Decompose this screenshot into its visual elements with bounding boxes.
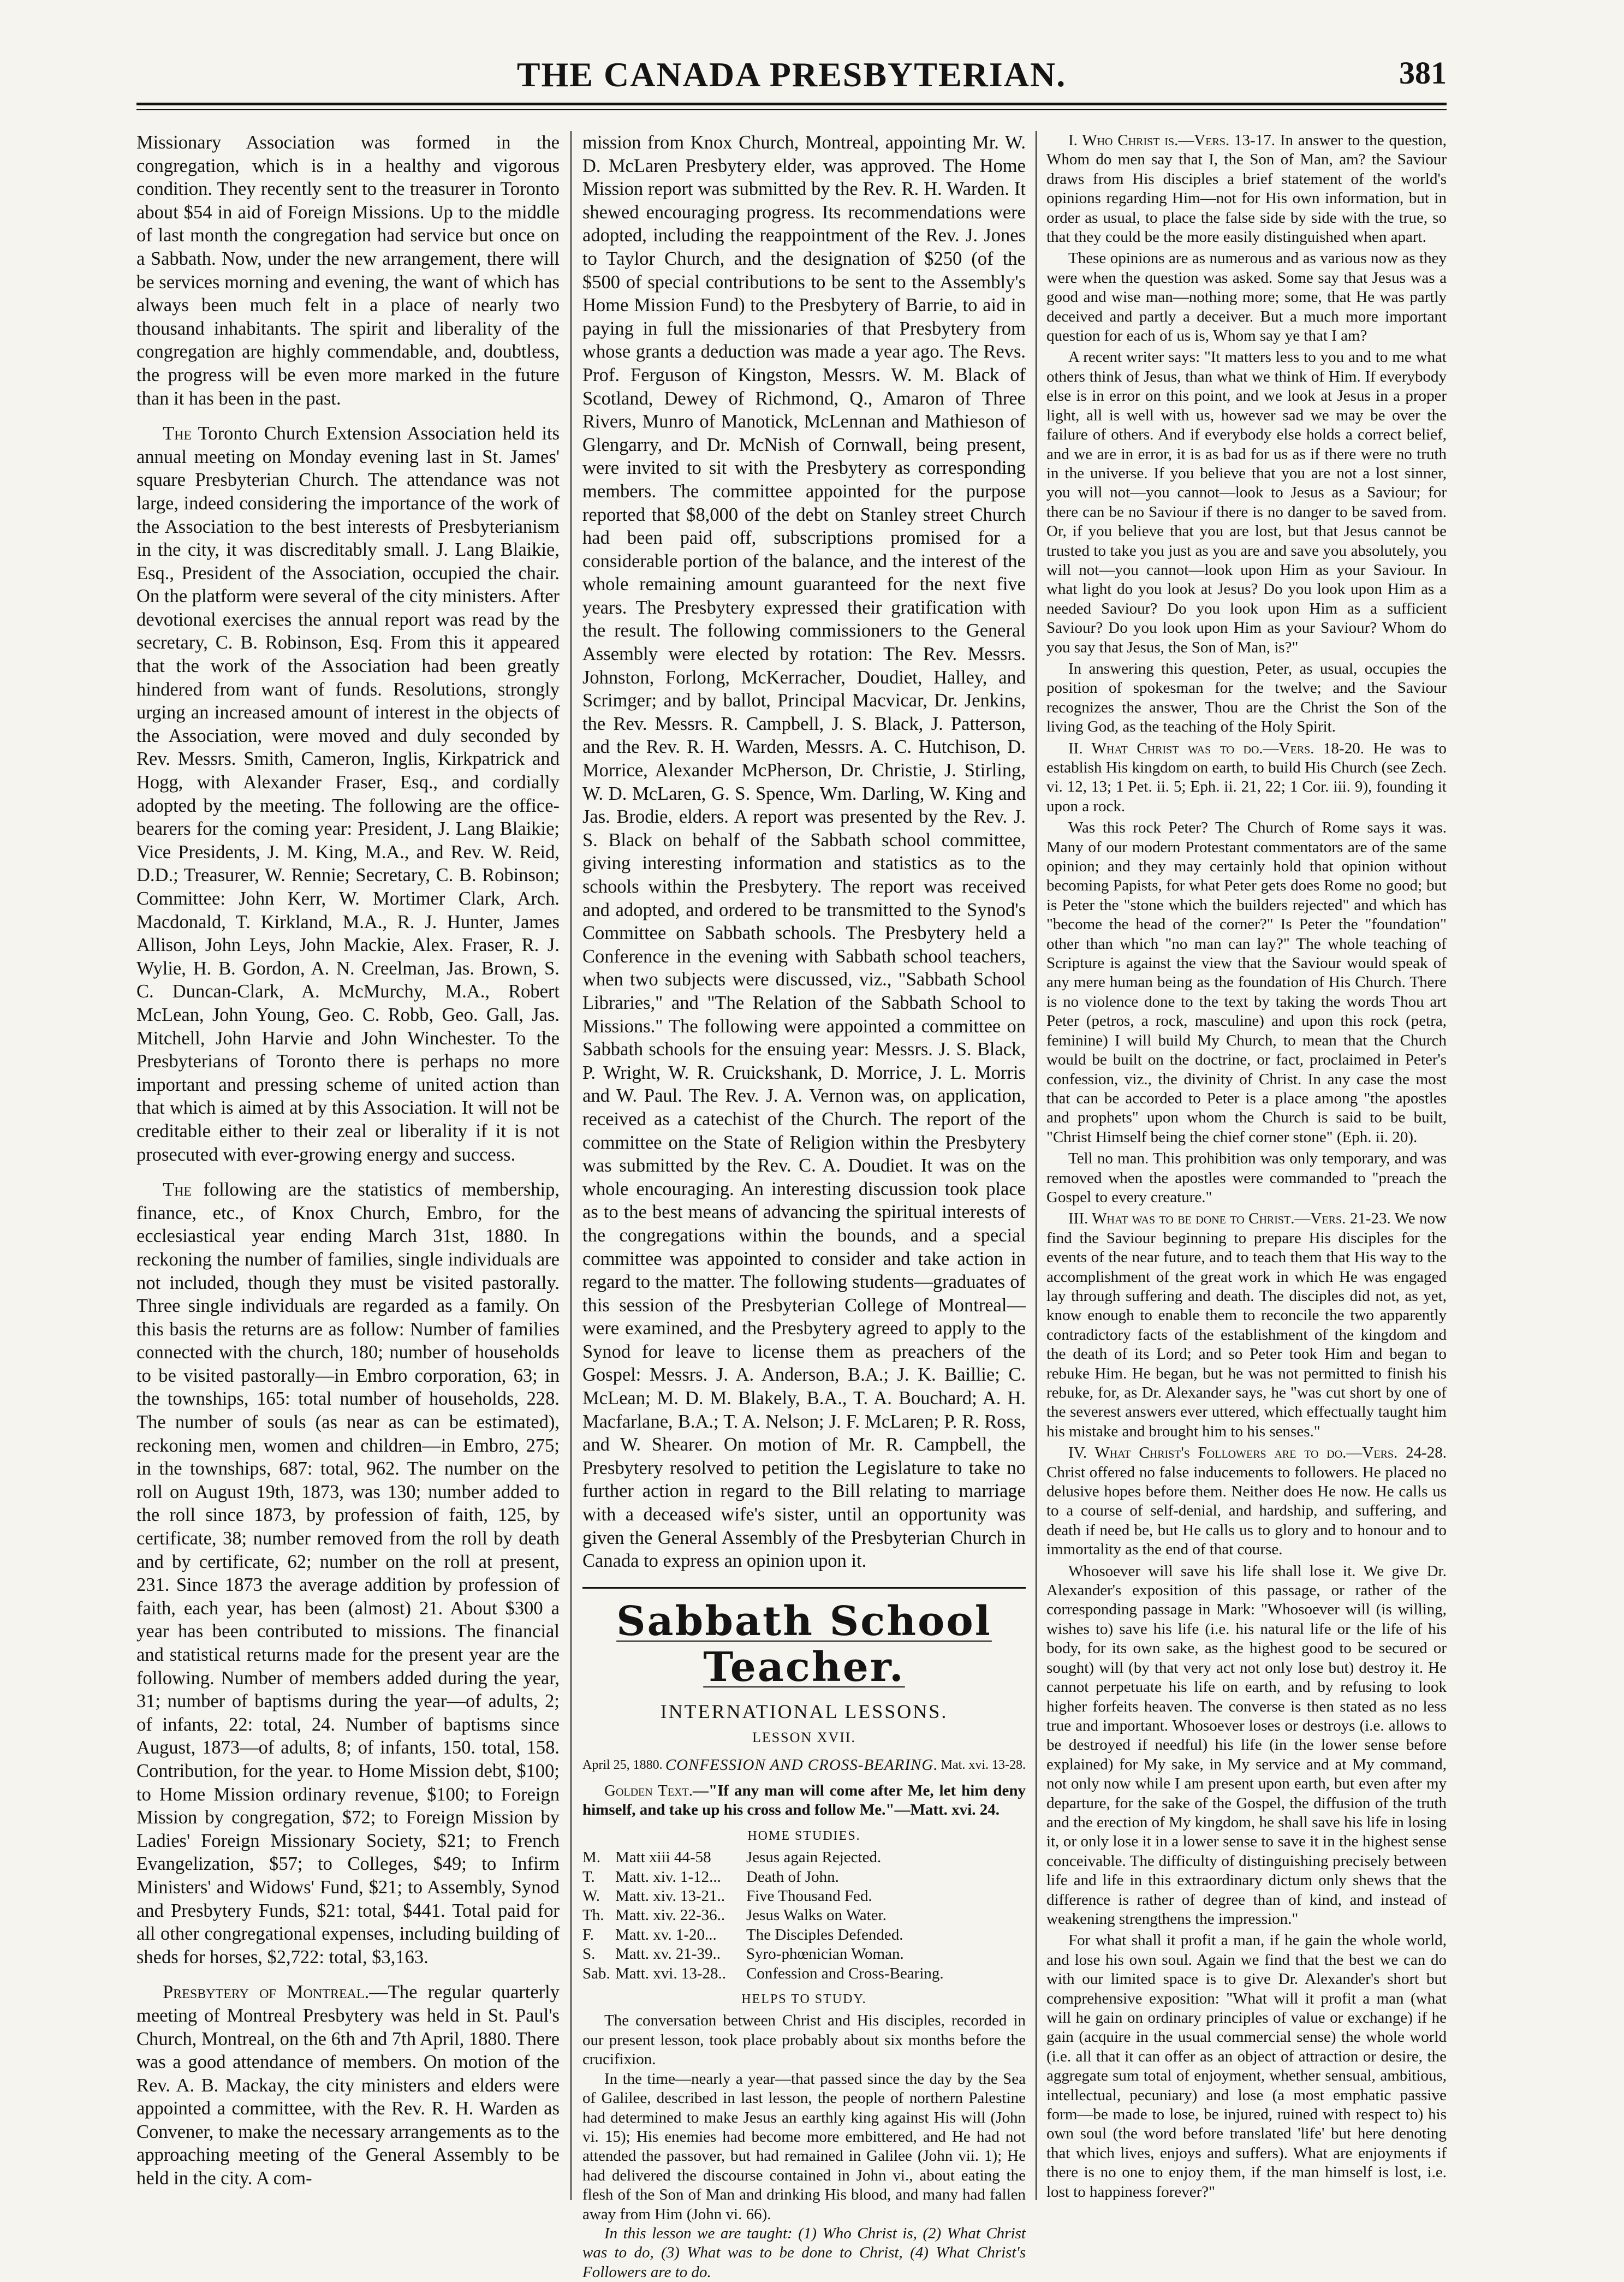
- column-1: [136, 131, 560, 2200]
- home-study-title: Death of John.: [746, 1868, 839, 1886]
- home-study-day: M.: [582, 1849, 601, 1867]
- lesson-paragraph: For what shall it profit a man, if he gain the whole world, and lose his own soul. Again we find that the best we can do with our limited space is to give Dr. Alexander's short but comprehensive exposition: "What will it profit a man (what will he gain on ordinary principles of value or exchange) if he gain (acquire in the usual commercial sense) the whole world (i.e. all that it can offer as an object of attraction or desire, the aggregate sum total of enjoyment, whether sensual, ambitious, intellectual, pecuniary) and lose (a most emphatic passive form—be made to lose, be injured, ruined with respect to) his own soul (the word before translated 'life' but here denoting that which lives, enjoys and suffers). What are enjoyments if there is no one to enjoy them, if the man himself is lost, i.e. lost to happiness forever?": [1046, 1932, 1447, 2201]
- lesson-paragraph: Whosoever will save his life shall lose it. We give Dr. Alexander's exposition of this passage, or rather of the corresponding passage in Mark: "Whosoever will (is willing, wishes to) save his life (i.e. his natural life or the life of his body, for its own sake, as the highest good to be secured or sought) will (by that very act not only lose but) destroy it. He cannot perpetuate his life on earth, and by refusing to look higher forfeits heaven. The converse is then stated as no less true and important. Whosoever loses or destroys (i.e. allows to be destroyed if needful) his life (in the lower sense before explained) for My sake, in My service and at My command, not only now while I am present upon earth, but even after my departure, for the sake of the Gospel, the diffusion of the truth and the erection of My kingdom, he shall save his life in losing it, or only lose it in a lower sense to save it in the highest sense conceivable. The difficulty of distinguishing precisely between life and life in this extraordinary dictum only shews that the difference is rather of degree than of kind, and instead of weakening strengthens the impression.": [1046, 1562, 1447, 1928]
- home-study-ref: Matt. xiv. 13-21..: [615, 1887, 725, 1905]
- home-studies-heading: HOME STUDIES.: [747, 1828, 861, 1843]
- home-study-day: W.: [582, 1887, 600, 1905]
- lead-word: The: [163, 1179, 192, 1201]
- home-study-title: Syro-phœnician Woman.: [746, 1945, 904, 1963]
- article-paragraph: [136, 1178, 560, 1969]
- article-paragraph: Missionary Association was formed in the congregation, which is in a healthy and vigorous condition. They recently sent to the treasurer in Toronto about $54 in aid of Foreign Missions. Up to the middle of last month the congregation had service but once on a Sabbath. Now, under the new arrangement, there will be services morning and evening, the want of which has always been much felt in a place of nearly two thousand inhabitants. The spirit and liberality of the congregation are highly commendable, and, doubtless, the progress will be even more marked in the future than it has been in the past.: [136, 132, 560, 409]
- lesson-number: LESSON XVII.: [752, 1730, 856, 1746]
- home-study-row: [582, 1964, 1026, 1983]
- lesson-date: April 25, 1880.: [582, 1758, 663, 1772]
- golden-text: [582, 1781, 1026, 1820]
- page-number: 381: [1399, 55, 1447, 91]
- home-study-title: Confession and Cross-Bearing.: [746, 1964, 944, 1982]
- home-study-day: T.: [582, 1868, 595, 1886]
- home-study-ref: Matt. xiv. 1-12...: [615, 1868, 721, 1886]
- paragraph-text: Toronto Church Extension Association held its annual meeting on Monday evening last in St. James' square Presbyterian Church. The attendance was not large, indeed considering the importance of the work of the Association to the best interests of Presbyterianism in the city, it was discreditably small. J. Lang Blaikie, Esq., President of the Association, occupied the chair. On the platform were several of the city ministers. After devotional exercises the annual report was read by the secretary, C. B. Robinson, Esq. From this it appeared that the work of the Association had been greatly hindered from want of funds. Resolutions, strongly urging an increased amount of interest in the objects of the Association, were moved and duly seconded by Rev. Messrs. Smith, Cameron, Inglis, Kirkpatrick and Hogg, with Alexander Fraser, Esq., and cordially adopted by the meeting. The following are the office-bearers for the coming year: President, J. Lang Blaikie; Vice Presidents, J. M. King, M.A., and Rev. W. Reid, D.D.; Treasurer, W. Rennie; Secretary, C. B. Robinson; Committee: John Kerr, W. Mortimer Clark, Arch. Macdonald, T. Kirkland, M.A., R. J. Hunter, James Allison, John Leys, John Mackie, Alex. Fraser, R. J. Wylie, H. B. Gordon, A. N. Creelman, Jas. Brown, S. C. Duncan-Clark, A. McMurchy, M.A., Robert McLean, John Young, Geo. C. Robb, Geo. Gall, Jas. Mitchell, John Harvie and John Winchester. To the Presbyterians of Toronto there is perhaps no more important and pressing scheme of united action than that which is aimed at by this Association. It will not be creditable either to their zeal or liberality if it is not prosecuted with ever-growing energy and success.: [136, 423, 560, 1165]
- section-heading: IV. What Christ's Followers are to do.—Vers. 24-28.: [1068, 1444, 1447, 1462]
- paragraph-text: following are the statistics of membership, finance, etc., of Knox Church, Embro, for the ecclesiastical year ending March 31st, 1880. In reckoning the number of families, single individuals are not included, though they must be visited pastorally. Three single individuals are regarded as a family. On this basis the returns are as follow: Number of families connected with the church, 180; number of households to be visited pastorally—in Embro corporation, 63; in the townships, 165: total number of households, 228. The number of souls (as near as can be estimated), reckoning men, women and children—in Embro, 275; in the townships, 687: total, 962. The number on the roll on August 19th, 1873, was 130; number added to the roll since 1873, by profession of faith, 125, by certificate, 38; number removed from the roll by death and by certificate, 62; number on the roll at present, 231. Since 1873 the average addition by profession of faith, each year, has been (almost) 21. About $300 a year has been contributed to missions. The financial and statistical returns made for the present year are the following. Number of members added during the year, 31; number of baptisms during the year—of adults, 2; of infants, 22: total, 24. Number of baptisms since August, 1873—of adults, 8; of infants, 150. total, 158. Contribution, for the year. to Home Mission debt, $100; to Home Mission ordinary revenue, $100; to Foreign Mission by congregation, $72; to Foreign Mission by Ladies' Foreign Missionary Society, $21; to French Evangelization, $57; to Colleges, $49; to Infirm Ministers' and Widows' Fund, $21; to Assembly, Synod and Presbytery Funds, $21: total, $441. Total paid for all other congregational expenses, including building of sheds for horses, $2,722: total, $3,163.: [136, 1179, 560, 1968]
- home-study-row: [582, 1868, 1026, 1887]
- lesson-body: [582, 1781, 1026, 2282]
- section-text: We now find the Saviour beginning to prepare His disciples for the events of the near future, and to teach them that His way to the accomplishment of the great work in which He was engaged lay through suffering and death. The disciples did not, as yet, know enough to enable them to reconcile the two apparently contradictory facts of the establishment of the kingdom and the death of its Lord; and so Peter took Him and began to rebuke Him. He began, but he was not permitted to finish his rebuke, for, as Dr. Alexander says, he "was cut short by one of the severest answers ever uttered, which effectually taught him his mistake and brought him to his senses.": [1046, 1210, 1447, 1440]
- section-text: In answer to the question, Whom do men say that I, the Son of Man, am? the Saviour draws from His disciples a brief statement of the world's opinions regarding Him—not for His own information, but in order as usual, to place the false side by side with the true, so that they could be the more easily distinguished when apart.: [1046, 132, 1447, 246]
- home-study-ref: Matt. xv. 1-20...: [615, 1926, 717, 1944]
- home-study-row: [582, 1887, 1026, 1906]
- lesson-header: [582, 1757, 1026, 1773]
- section-heading: II. What Christ was to do.—Vers. 18-20.: [1068, 739, 1364, 757]
- section-title: Sabbath School Teacher.: [616, 1597, 992, 1691]
- lesson-title: CONFESSION AND CROSS-BEARING.: [665, 1756, 938, 1774]
- lesson-paragraph: Tell no man. This prohibition was only temporary, and was removed when the apostles were commanded to "preach the Gospel to every creature.": [1046, 1150, 1447, 1206]
- home-study-row: [582, 1926, 1026, 1945]
- helps-paragraph: The conversation between Christ and His disciples, recorded in our present lesson, took place probably about six months before the crucifixion.: [582, 2012, 1026, 2069]
- column-2: [582, 131, 1026, 2281]
- lead-heading: Presbytery of Montreal.: [163, 1982, 370, 2003]
- publication-title: THE CANADA PRESBYTERIAN.: [516, 55, 1067, 94]
- home-study-row: [582, 1906, 1026, 1925]
- lesson-reference: Mat. xvi. 13-28.: [941, 1758, 1026, 1772]
- home-study-day: Th.: [582, 1906, 604, 1924]
- lead-word: The: [163, 423, 192, 444]
- home-study-day: F.: [582, 1926, 594, 1944]
- golden-text-body: —"If any man will come after Me, let him deny himself, and take up his cross and follow Me."—Matt. xvi. 24.: [582, 1782, 1026, 1819]
- home-study-ref: Matt. xvi. 13-28..: [615, 1964, 726, 1982]
- home-study-title: Five Thousand Fed.: [746, 1887, 872, 1905]
- column-divider: [570, 131, 572, 2200]
- section-text: Christ offered no false inducements to followers. He placed no delusive hopes before them. Neither does He now. He calls us to a course of self-denial, and hardship, and suffering, and death if need be, but He calls us to glory and to honour and to immortality as the end of that course.: [1046, 1463, 1447, 1559]
- paragraph-text: —The regular quarterly meeting of Montreal Presbytery was held in St. Paul's Church, Montreal, on the 6th and 7th April, 1880. There was a good attendance of members. On motion of the Rev. A. B. Mackay, the city ministers and elders were appointed a committee, with the Rev. R. H. Warden as Convener, to make the necessary arrangements as to the approaching meeting of the General Assembly to be held in the city. A com-: [136, 1982, 560, 2189]
- helps-paragraph: In the time—nearly a year—that passed since the day by the Sea of Galilee, described in last lesson, the people of northern Palestine had determined to make Jesus an earthly king against His will (John vi. 15); His enemies had become more embittered, and He had not attended the passover, but had remained in Galilee (John vii. 1); He had delivered the discourse contained in John vi., about eating the flesh of the Son of Man and drinking His blood, and many had fallen away from Him (John vi. 66).: [582, 2070, 1026, 2223]
- header-rule-thin: [136, 109, 1447, 110]
- lesson-section: [1046, 1443, 1447, 1559]
- column-3: [1046, 131, 1447, 2200]
- lessons-heading: INTERNATIONAL LESSONS.: [660, 1700, 948, 1722]
- home-study-title: Jesus again Rejected.: [746, 1849, 882, 1867]
- golden-text-label: Golden Text.: [604, 1782, 693, 1799]
- home-study-ref: Matt. xiv. 22-36..: [615, 1906, 725, 1924]
- header-rule: [136, 103, 1447, 105]
- home-study-ref: Matt xiii 44-58: [615, 1849, 711, 1867]
- section-heading: I. Who Christ is.—Vers. 13-17.: [1068, 132, 1275, 149]
- section-text: He was to establish His kingdom on earth, to build His Church (see Zech. vi. 12, 13; 1 Pet. ii. 5; Eph. ii. 21, 22; 1 Cor. iii. 9), founding it upon a rock.: [1046, 739, 1447, 815]
- lesson-paragraph: Was this rock Peter? The Church of Rome says it was. Many of our modern Protestant commentators are of the same opinion; and they may certainly hold that opinion without becoming Papists, for what Peter gets does Rome no good; but is Peter the "stone which the builders rejected" and which has "become the head of the corner?" Is Peter the "foundation" other than which "no man can lay?" The whole teaching of Scripture is against the view that the Saviour would speak of any mere human being as the foundation of His Church. There is no violence done to the text by taking the words Thou art Peter (petros, a rock, masculine) and upon this rock (petra, feminine) I will build My Church, to mean that the Church would be built on the doctrine, or fact, proclaimed in Peter's confession, viz., the divinity of Christ. In any case the most that can be accorded to Peter is a place among "the apostles and prophets" upon whom the Church is said to be built, "Christ Himself being the chief corner stone" (Eph. ii. 20).: [1046, 819, 1447, 1146]
- masthead: [136, 55, 1447, 104]
- home-study-title: The Disciples Defended.: [746, 1926, 903, 1944]
- lesson-paragraph: In answering this question, Peter, as usual, occupies the position of spokesman for the twelve; and the Saviour recognizes the answer, Thou are the Christ the Son of the living God, as the teaching of the Holy Spirit.: [1046, 659, 1447, 736]
- home-studies-list: [582, 1848, 1026, 1983]
- home-study-ref: Matt. xv. 21-39..: [615, 1945, 721, 1963]
- helps-paragraph: In this lesson we are taught: (1) Who Christ is, (2) What Christ was to do, (3) What was to be done to Christ, (4) What Christ's Followers are to do.: [582, 2224, 1026, 2281]
- lesson-section: [1046, 1209, 1447, 1441]
- helps-heading: HELPS TO STUDY.: [741, 1992, 867, 2007]
- lesson-section: [1046, 739, 1447, 817]
- home-study-day: Sab.: [582, 1964, 610, 1982]
- section-heading: III. What was to be done to Christ.—Vers. 21-23.: [1068, 1210, 1391, 1228]
- lesson-paragraph: A recent writer says: "It matters less to you and to me what others think of Jesus, than what we think of Him. If everybody else is in error on this point, and we look at Jesus in a proper light, all is well with us, however sad we may be over the failure of others. And if everybody else holds a correct belief, and we are in error, it is as bad for us as if there were no truth in the universe. If you believe that you are not a lost sinner, you will not—you cannot—look to Jesus as a Saviour; for there can be no Saviour if there is no danger to be saved from. Or, if you believe that you are lost, but that Jesus cannot be trusted to take you just as you are and save you absolutely, you will not—you cannot—look upon Him as your Saviour. In what light do you look at Jesus? Do you look upon Him as a needed Saviour? Do you look upon Him as a sufficient Saviour? Do you look upon Him as your Saviour? Whom do you say that Jesus, the Son of Man, is?": [1046, 348, 1447, 656]
- column-divider: [1036, 131, 1037, 2200]
- lesson-section: [1046, 131, 1447, 247]
- home-study-row: [582, 1848, 1026, 1867]
- article-paragraph: mission from Knox Church, Montreal, appointing Mr. W. D. McLaren Presbytery elder, was approved. The Home Mission report was submitted by the Rev. R. H. Warden. It shewed encouraging progress. Its recommendations were adopted, including the reappointment of the Rev. J. Jones to Taylor Church, and the designation of $250 (of the $500 of special contributions to be sent to the Assembly's Home Mission Fund) to the Presbytery of Barrie, to aid in paying in full the missionaries of that Presbytery from whose grants a deduction was made a year ago. The Revs. Prof. Ferguson of Kingston, Messrs. W. M. Black of Scotland, Dewey of Richmond, Q., Amaron of Three Rivers, Munro of Manotick, McLennan and Mathieson of Glengarry, and Dr. McNish of Cornwall, being present, were invited to sit with the Presbytery as corresponding members. The committee appointed for the purpose reported that $8,000 of the debt on Stanley street Church had been paid off, subscriptions promised for a considerable portion of the balance, and the interest of the whole remaining amount guaranteed for the next five years. The Presbytery expressed their gratification with the result. The following commissioners to the General Assembly were elected by rotation: The Rev. Messrs. Johnston, Forlong, McKerracher, Doudiet, Halley, and Scrimger; and by ballot, Principal Macvicar, Dr. Jenkins, the Rev. Messrs. R. Campbell, J. S. Black, J. Patterson, and the Rev. R. H. Warden, Messrs. A. C. Hutchison, D. Morrice, Alexander McPherson, Dr. Christie, J. Stirling, W. D. McLaren, G. S. Spence, Wm. Darling, W. King and Jas. Brodie, elders. A report was presented by the Rev. J. S. Black on behalf of the Sabbath school committee, giving interesting information and statistics as to the schools within the Presbytery. The report was received and adopted, and ordered to be transmitted to the Synod's Committee on Sabbath schools. The Presbytery held a Conference in the evening with Sabbath school teachers, when two subjects were discussed, viz., "Sabbath School Libraries," and "The Relation of the Sabbath School to Missions." The following were appointed a committee on Sabbath schools for the ensuing year: Messrs. J. S. Black, P. Wright, W. R. Cruickshank, D. Morrice, J. L. Morris and W. Paul. The Rev. J. A. Vernon was, on application, received as a catechist of the Church. The report of the committee on the State of Religion within the Presbytery was submitted by the Rev. C. A. Doudiet. It was on the whole encouraging. An interesting discussion took place as to the best means of advancing the spiritual interests of the congregations within the bounds, and a special committee was appointed to consider and take action in regard to the matter. The following students—graduates of this session of the Presbyterian College of Montreal—were examined, and the Presbytery agreed to apply to the Synod for leave to license them as preachers of the Gospel: Messrs. J. A. Anderson, B.A.; J. K. Baillie; C. McLean; M. D. M. Blakely, B.A., T. A. Bouchard; A. H. Macfarlane, B.A.; T. A. Nelson; J. F. McLaren; P. R. Ross, and W. Shearer. On motion of Mr. R. Campbell, the Presbytery resolved to petition the Legislature to take no further action in regard to the Bill relating to marriage with a deceased wife's sister, until an opportunity was given the General Assembly of the Presbyterian Church in Canada to express an opinion upon it.: [582, 132, 1026, 1572]
- lesson-paragraph: These opinions are as numerous and as various now as they were when the question was asked. Some say that Jesus was a good and wise man—nothing more; some, that He was partly deceived and partly a deceiver. But a much more important question for each of us is, Whom say ye that I am?: [1046, 249, 1447, 345]
- home-study-day: S.: [582, 1945, 596, 1963]
- section-rule: [582, 1587, 1026, 1589]
- article-paragraph: [136, 1981, 560, 2190]
- home-study-title: Jesus Walks on Water.: [746, 1906, 887, 1924]
- home-study-row: [582, 1945, 1026, 1964]
- article-paragraph: [136, 422, 560, 1166]
